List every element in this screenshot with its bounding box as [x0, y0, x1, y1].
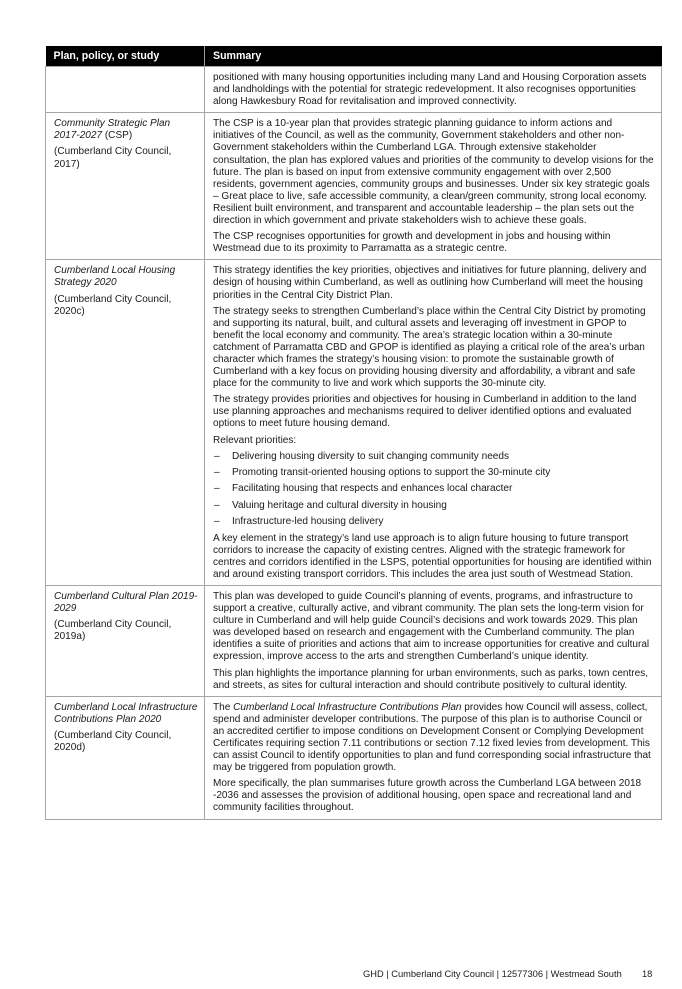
list-item: – Valuing heritage and cultural diversity in housing — [214, 499, 447, 511]
summary-paragraph: The CSP recognises opportunities for growth and development in jobs and housing within Westmead due to its proximity to Parramatta as a strategic centre. — [213, 231, 611, 255]
plan-title-cell — [46, 696, 205, 819]
summary-paragraph: More specifically, the plan summarises future growth across the Cumberland LGA between 2018 -2036 and assesses the provision of additional housing, open space and recreational land and community facilities throughout. — [213, 778, 642, 814]
summary-paragraph: The strategy provides priorities and objectives for housing in Cumberland in addition to the land use planning approaches and mechanisms required to deliver identified options and evaluated options to meet future housing demand. — [213, 394, 637, 430]
list-item: – Facilitating housing that respects and enhances local character — [214, 483, 513, 495]
plan-title-cell — [46, 113, 205, 260]
summary-paragraph: This strategy identifies the key priorities, objectives and initiatives for future planning, delivery and design of housing within Cumberland, as well as outlining how Cumberland will meet the housing priorities in the Central City District Plan. — [213, 265, 647, 301]
plan-title-cell — [46, 585, 205, 696]
summary-paragraph: The CSP is a 10-year plan that provides strategic planning guidance to inform actions and initiatives of the Council, as well as the community, Government stakeholders and other non-Government stakeholders within the Cumberland LGA. Through extensive stakeholder consultation, the plan has explored values and priorities of the community to develop visions for the future. The plan is based on input from extensive community engagement with over 2,500 residents, government agencies, community groups and businesses. Under six key strategic goals – Great place to live, safe accessible community, a clean/green community, strong local economy. Resilient built environment, and transparent and accountable leadership – the plan sets out the direction in which government and private stakeholders wish to achieve these goals. — [213, 118, 654, 227]
plan-source: (Cumberland City Council, 2017) — [54, 146, 172, 170]
list-item: – Delivering housing diversity to suit changing community needs — [214, 450, 509, 462]
summary-paragraph: The strategy seeks to strengthen Cumberland’s place within the Central City District by promoting and supporting its natural, built, and cultural assets and leveraging off investment in GPOP to benefit the local economy and community. The area’s strategic location within a 30-minute catchment of Parramatta CBD and GPOP is identified as playing a critical role of the area’s urban character which frames the strategy’s housing vision: to promote the sustainable growth of Cumberland with a key focus on providing housing diversity and affordability, a vibrant and safe place for the community to live and work which supports the 30-minute city. — [213, 305, 646, 390]
table-row-contributions-plan — [46, 696, 662, 819]
plan-summary-cell — [205, 113, 662, 260]
plan-summary-cell — [205, 696, 662, 819]
summary-paragraph: A key element in the strategy’s land use approach is to align future housing to future transport corridors to increase the capacity of existing centres. Aligned with the strategic framework for centres and corridors identified in the LSPS, potential opportunities for housing are identified within and around existing transport corridors. This includes the area just south of Westmead Station. — [213, 532, 652, 580]
list-item: – Promoting transit-oriented housing options to support the 30-minute city — [214, 467, 551, 479]
continued-title-cell — [46, 67, 205, 113]
plan-title: Cumberland Local Housing Strategy 2020 — [54, 265, 176, 289]
table-row-cultural-plan — [46, 585, 662, 696]
plan-source: (Cumberland City Council, 2019a) — [54, 619, 172, 643]
summary-paragraph: This plan highlights the importance planning for urban environments, such as parks, town centres, and streets, as sites for cultural interaction and should contribute positively to cultural identity. — [213, 667, 649, 691]
plan-summary-cell — [205, 260, 662, 586]
plan-title: Community Strategic Plan 2017-2027 (CSP) — [54, 118, 171, 142]
priorities-list — [213, 451, 655, 529]
summary-paragraph: Relevant priorities: — [213, 434, 297, 446]
plan-title: Cumberland Cultural Plan 2019-2029 — [54, 590, 198, 615]
plan-title: Cumberland Local Infrastructure Contributions Plan 2020 — [54, 701, 198, 725]
table-row-csp — [46, 113, 662, 260]
continued-summary-cell — [205, 67, 662, 113]
page-number: 18 — [642, 969, 653, 979]
list-item: – Infrastructure-led housing delivery — [214, 516, 384, 528]
plan-title-cell — [46, 260, 205, 586]
table-row-continued — [46, 67, 662, 113]
summary-paragraph: This plan was developed to guide Council’s planning of events, programs, and infrastructure to support a creative, culturally active, and vibrant community. The plan sets the long-term vision for culture in Cumberland and will help guide Council’s decisions and work towards 2029. This plan was developed based on research and engagement with the Cumberland community. The plan identifies a suite of priorities and actions that aim to increase opportunities for creative and cultural expression, improve access to the arts and strengthen Cumberland’s unique identity. — [213, 590, 650, 663]
header-plan-policy-study: Plan, policy, or study — [46, 46, 205, 67]
footer-reference: GHD | Cumberland City Council | 12577306 | Westmead South — [363, 969, 622, 979]
table-header-row — [46, 46, 662, 67]
plan-source: (Cumberland City Council, 2020d) — [54, 729, 172, 753]
summary-paragraph: The Cumberland Local Infrastructure Contributions Plan provides how Council will assess, collect, spend and administer developer contributions. The purpose of this plan is to authorise Council or an accredited certifier to impose conditions on Development Consent or Complying Development Certificates requiring section 7.11 contributions or section 7.12 fixed levies from development. This can assist Council to identify opportunities to plan and fund corresponding social infrastructure that may be triggered from population growth. — [213, 701, 651, 774]
table-row-housing-strategy — [46, 260, 662, 586]
plan-source: (Cumberland City Council, 2020c) — [54, 293, 172, 317]
plan-policy-table — [45, 46, 662, 820]
plan-summary-cell — [205, 585, 662, 696]
continued-paragraph: positioned with many housing opportunities including many Land and Housing Corporation assets and landholdings with the potential for strategic redevelopment. It also recognises opportunities along Hawkesbury Road for revitalisation and improved connectivity. — [213, 72, 647, 108]
header-summary: Summary — [205, 46, 662, 67]
